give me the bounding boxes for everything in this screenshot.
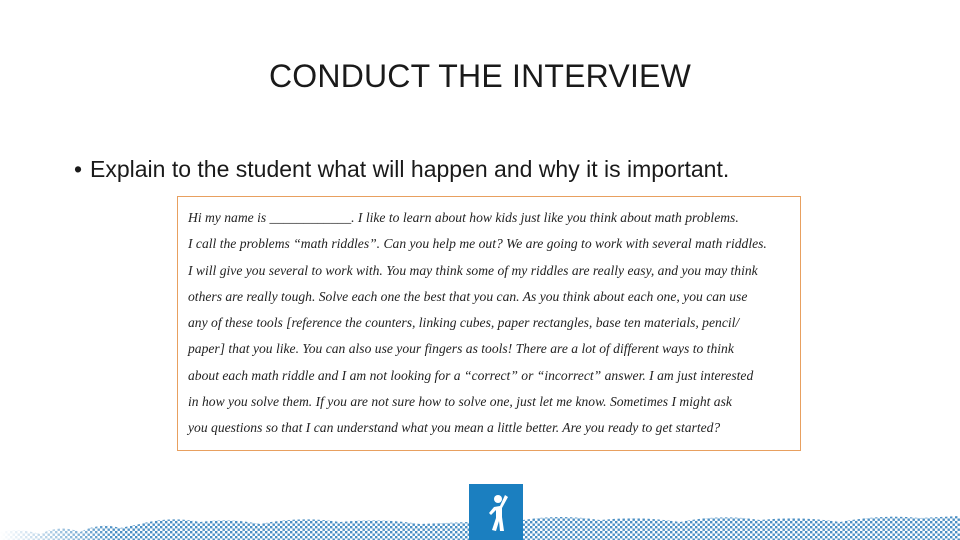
person-reaching-icon — [469, 484, 523, 540]
bullet-marker: • — [74, 156, 83, 182]
script-line: you questions so that I can understand what you mean a little better. Are you ready to get started? — [188, 420, 721, 436]
script-line: Hi my name is ____________. I like to learn about how kids just like you think about math problems. — [188, 210, 739, 225]
bullet-item — [74, 156, 729, 183]
script-line: paper] that you like. You can also use your fingers as tools! There are a lot of different ways to think — [188, 341, 734, 357]
script-line: in how you solve them. If you are not sure how to solve one, just let me know. Sometimes I might ask — [188, 394, 732, 410]
script-line: I call the problems “math riddles”. Can you help me out? We are going to work with several math riddles. — [188, 236, 767, 252]
script-line: I will give you several to work with. You may think some of my riddles are really easy, and you may think — [188, 262, 758, 278]
script-line: others are really tough. Solve each one the best that you can. As you think about each one, you can use — [188, 288, 748, 304]
interview-script-box — [177, 196, 801, 451]
bullet-text: Explain to the student what will happen and why it is important. — [90, 156, 730, 182]
script-line: about each math riddle and I am not looking for a “correct” or “incorrect” answer. I am just interested — [188, 367, 754, 383]
script-line: any of these tools [reference the counters, linking cubes, paper rectangles, base ten materials, pencil/ — [188, 315, 740, 331]
slide-title: CONDUCT THE INTERVIEW — [268, 58, 691, 94]
